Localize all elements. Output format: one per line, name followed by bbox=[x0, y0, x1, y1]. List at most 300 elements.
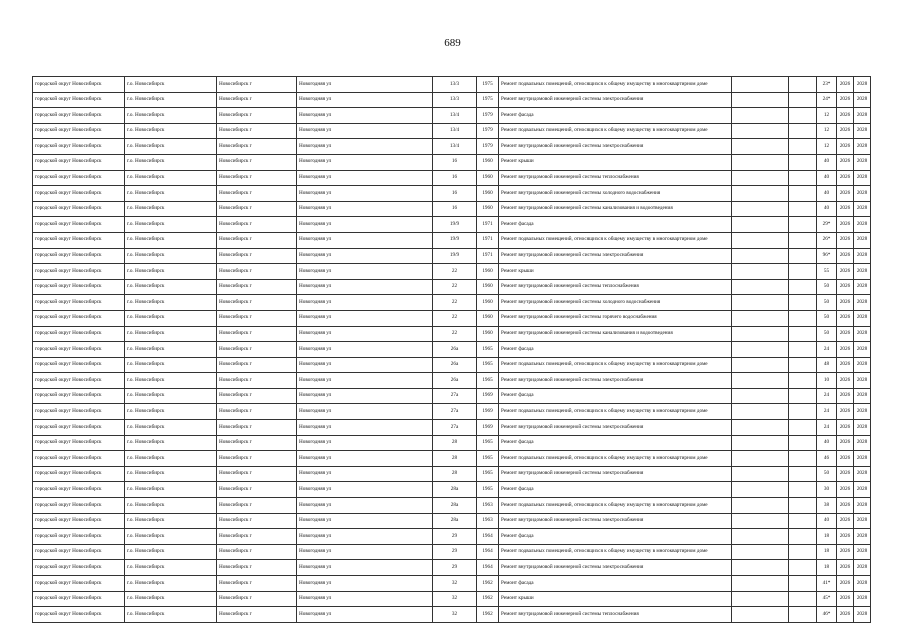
cell-municipality: городской округ Новосибирск bbox=[33, 295, 125, 311]
cell-build-year: 1971 bbox=[477, 232, 499, 248]
cell-blank-col bbox=[732, 560, 789, 576]
cell-street: Новогодняя ул bbox=[297, 482, 433, 498]
cell-house-number: 32 bbox=[433, 607, 477, 623]
table-row bbox=[33, 342, 871, 358]
cell-blank-col bbox=[732, 607, 789, 623]
cell-city: Новосибирск г bbox=[217, 326, 297, 342]
cell-blank-col-2 bbox=[789, 217, 817, 233]
table-row bbox=[33, 326, 871, 342]
cell-blank-col-2 bbox=[789, 92, 817, 108]
cell-municipality: городской округ Новосибирск bbox=[33, 279, 125, 295]
cell-work-volume: 40 bbox=[817, 513, 837, 529]
cell-work-type: Ремонт внутридомовой инженерной системы теплоснабжения bbox=[499, 607, 732, 623]
cell-end-year: 2028 bbox=[854, 342, 871, 358]
cell-end-year: 2028 bbox=[854, 123, 871, 139]
cell-start-year: 2026 bbox=[837, 201, 854, 217]
cell-city: Новосибирск г bbox=[217, 201, 297, 217]
cell-work-type: Ремонт подвальных помещений, относящихся к общему имуществу в многоквартирном доме bbox=[499, 451, 732, 467]
table-row bbox=[33, 357, 871, 373]
cell-work-volume: 40 bbox=[817, 186, 837, 202]
cell-blank-col bbox=[732, 232, 789, 248]
table-row bbox=[33, 139, 871, 155]
cell-city: Новосибирск г bbox=[217, 170, 297, 186]
cell-work-type: Ремонт крыши bbox=[499, 591, 732, 607]
cell-blank-col bbox=[732, 435, 789, 451]
cell-street: Новогодняя ул bbox=[297, 77, 433, 93]
cell-house-number: 26а bbox=[433, 373, 477, 389]
cell-end-year: 2028 bbox=[854, 139, 871, 155]
cell-blank-col-2 bbox=[789, 607, 817, 623]
cell-street: Новогодняя ул bbox=[297, 154, 433, 170]
cell-work-type: Ремонт фасада bbox=[499, 576, 732, 592]
cell-start-year: 2026 bbox=[837, 170, 854, 186]
cell-municipality: городской округ Новосибирск bbox=[33, 123, 125, 139]
cell-municipality: городской округ Новосибирск bbox=[33, 451, 125, 467]
cell-city: Новосибирск г bbox=[217, 357, 297, 373]
cell-house-number: 22 bbox=[433, 326, 477, 342]
cell-blank-col bbox=[732, 388, 789, 404]
cell-street: Новогодняя ул bbox=[297, 232, 433, 248]
cell-work-volume: 45* bbox=[817, 591, 837, 607]
cell-municipal-district: г.о. Новосибирск bbox=[125, 279, 217, 295]
cell-street: Новогодняя ул bbox=[297, 342, 433, 358]
cell-work-type: Ремонт внутридомовой инженерной системы канализования и водоотведения bbox=[499, 201, 732, 217]
cell-blank-col bbox=[732, 498, 789, 514]
cell-blank-col-2 bbox=[789, 186, 817, 202]
cell-municipality: городской округ Новосибирск bbox=[33, 607, 125, 623]
table-row bbox=[33, 217, 871, 233]
cell-blank-col-2 bbox=[789, 466, 817, 482]
cell-blank-col bbox=[732, 357, 789, 373]
cell-work-volume: 46* bbox=[817, 607, 837, 623]
cell-municipality: городской округ Новосибирск bbox=[33, 217, 125, 233]
cell-build-year: 1962 bbox=[477, 607, 499, 623]
cell-municipal-district: г.о. Новосибирск bbox=[125, 607, 217, 623]
cell-work-volume: 24* bbox=[817, 92, 837, 108]
cell-city: Новосибирск г bbox=[217, 154, 297, 170]
cell-build-year: 1963 bbox=[477, 513, 499, 529]
cell-municipal-district: г.о. Новосибирск bbox=[125, 310, 217, 326]
cell-municipal-district: г.о. Новосибирск bbox=[125, 123, 217, 139]
cell-work-volume: 26* bbox=[817, 232, 837, 248]
cell-build-year: 1971 bbox=[477, 217, 499, 233]
cell-municipal-district: г.о. Новосибирск bbox=[125, 560, 217, 576]
cell-work-volume: 50 bbox=[817, 326, 837, 342]
cell-municipality: городской округ Новосибирск bbox=[33, 373, 125, 389]
cell-work-type: Ремонт внутридомовой инженерной системы электроснабжения bbox=[499, 513, 732, 529]
cell-start-year: 2026 bbox=[837, 108, 854, 124]
cell-municipality: городской округ Новосибирск bbox=[33, 435, 125, 451]
cell-municipality: городской округ Новосибирск bbox=[33, 77, 125, 93]
cell-end-year: 2028 bbox=[854, 451, 871, 467]
cell-end-year: 2028 bbox=[854, 498, 871, 514]
cell-blank-col-2 bbox=[789, 388, 817, 404]
cell-build-year: 1979 bbox=[477, 108, 499, 124]
cell-blank-col bbox=[732, 326, 789, 342]
cell-municipal-district: г.о. Новосибирск bbox=[125, 420, 217, 436]
cell-house-number: 19/9 bbox=[433, 248, 477, 264]
cell-work-volume: 50 bbox=[817, 279, 837, 295]
cell-house-number: 16 bbox=[433, 186, 477, 202]
cell-blank-col bbox=[732, 279, 789, 295]
cell-build-year: 1965 bbox=[477, 435, 499, 451]
cell-work-volume: 12 bbox=[817, 123, 837, 139]
cell-end-year: 2028 bbox=[854, 217, 871, 233]
cell-street: Новогодняя ул bbox=[297, 264, 433, 280]
cell-work-type: Ремонт фасада bbox=[499, 342, 732, 358]
cell-house-number: 28 bbox=[433, 435, 477, 451]
cell-street: Новогодняя ул bbox=[297, 170, 433, 186]
cell-house-number: 28а bbox=[433, 513, 477, 529]
cell-city: Новосибирск г bbox=[217, 232, 297, 248]
cell-end-year: 2028 bbox=[854, 482, 871, 498]
cell-blank-col bbox=[732, 576, 789, 592]
cell-end-year: 2028 bbox=[854, 591, 871, 607]
cell-build-year: 1963 bbox=[477, 498, 499, 514]
cell-blank-col-2 bbox=[789, 170, 817, 186]
cell-work-volume: 41* bbox=[817, 576, 837, 592]
cell-blank-col bbox=[732, 513, 789, 529]
cell-work-volume: 50 bbox=[817, 466, 837, 482]
cell-municipal-district: г.о. Новосибирск bbox=[125, 513, 217, 529]
cell-municipal-district: г.о. Новосибирск bbox=[125, 170, 217, 186]
cell-street: Новогодняя ул bbox=[297, 92, 433, 108]
cell-blank-col-2 bbox=[789, 420, 817, 436]
cell-build-year: 1975 bbox=[477, 92, 499, 108]
cell-start-year: 2026 bbox=[837, 482, 854, 498]
cell-city: Новосибирск г bbox=[217, 279, 297, 295]
cell-work-type: Ремонт внутридомовой инженерной системы горячего водоснабжения bbox=[499, 310, 732, 326]
cell-build-year: 1962 bbox=[477, 576, 499, 592]
cell-blank-col bbox=[732, 591, 789, 607]
cell-work-type: Ремонт фасада bbox=[499, 217, 732, 233]
cell-city: Новосибирск г bbox=[217, 560, 297, 576]
cell-city: Новосибирск г bbox=[217, 607, 297, 623]
cell-build-year: 1960 bbox=[477, 170, 499, 186]
cell-house-number: 19/9 bbox=[433, 232, 477, 248]
cell-work-volume: 24 bbox=[817, 420, 837, 436]
cell-build-year: 1969 bbox=[477, 420, 499, 436]
cell-work-type: Ремонт внутридомовой инженерной системы холодного водоснабжения bbox=[499, 295, 732, 311]
cell-start-year: 2026 bbox=[837, 607, 854, 623]
table-row bbox=[33, 77, 871, 93]
cell-city: Новосибирск г bbox=[217, 513, 297, 529]
cell-house-number: 13/3 bbox=[433, 77, 477, 93]
cell-end-year: 2028 bbox=[854, 264, 871, 280]
cell-city: Новосибирск г bbox=[217, 451, 297, 467]
table-row bbox=[33, 576, 871, 592]
cell-municipality: городской округ Новосибирск bbox=[33, 466, 125, 482]
cell-work-type: Ремонт внутридомовой инженерной системы электроснабжения bbox=[499, 92, 732, 108]
cell-end-year: 2028 bbox=[854, 513, 871, 529]
cell-start-year: 2026 bbox=[837, 544, 854, 560]
cell-end-year: 2028 bbox=[854, 466, 871, 482]
cell-end-year: 2028 bbox=[854, 357, 871, 373]
cell-house-number: 26а bbox=[433, 357, 477, 373]
cell-municipality: городской округ Новосибирск bbox=[33, 342, 125, 358]
cell-work-type: Ремонт внутридомовой инженерной системы электроснабжения bbox=[499, 420, 732, 436]
cell-start-year: 2026 bbox=[837, 560, 854, 576]
cell-blank-col bbox=[732, 139, 789, 155]
cell-street: Новогодняя ул bbox=[297, 217, 433, 233]
cell-blank-col-2 bbox=[789, 232, 817, 248]
cell-municipal-district: г.о. Новосибирск bbox=[125, 373, 217, 389]
cell-municipality: городской округ Новосибирск bbox=[33, 357, 125, 373]
cell-build-year: 1964 bbox=[477, 560, 499, 576]
cell-city: Новосибирск г bbox=[217, 576, 297, 592]
table-row bbox=[33, 108, 871, 124]
cell-build-year: 1965 bbox=[477, 482, 499, 498]
table-row bbox=[33, 154, 871, 170]
cell-blank-col-2 bbox=[789, 295, 817, 311]
cell-municipal-district: г.о. Новосибирск bbox=[125, 77, 217, 93]
cell-street: Новогодняя ул bbox=[297, 388, 433, 404]
cell-start-year: 2026 bbox=[837, 92, 854, 108]
repair-schedule-table bbox=[32, 76, 871, 623]
cell-city: Новосибирск г bbox=[217, 139, 297, 155]
cell-start-year: 2026 bbox=[837, 139, 854, 155]
cell-blank-col bbox=[732, 264, 789, 280]
cell-house-number: 16 bbox=[433, 154, 477, 170]
cell-municipal-district: г.о. Новосибирск bbox=[125, 342, 217, 358]
cell-work-volume: 40 bbox=[817, 154, 837, 170]
cell-city: Новосибирск г bbox=[217, 435, 297, 451]
cell-municipal-district: г.о. Новосибирск bbox=[125, 388, 217, 404]
cell-end-year: 2028 bbox=[854, 154, 871, 170]
cell-municipal-district: г.о. Новосибирск bbox=[125, 201, 217, 217]
cell-blank-col-2 bbox=[789, 310, 817, 326]
cell-blank-col bbox=[732, 466, 789, 482]
cell-start-year: 2026 bbox=[837, 498, 854, 514]
cell-street: Новогодняя ул bbox=[297, 560, 433, 576]
cell-municipality: городской округ Новосибирск bbox=[33, 92, 125, 108]
cell-work-type: Ремонт фасада bbox=[499, 529, 732, 545]
cell-house-number: 22 bbox=[433, 264, 477, 280]
cell-city: Новосибирск г bbox=[217, 123, 297, 139]
cell-work-volume: 38 bbox=[817, 498, 837, 514]
cell-start-year: 2026 bbox=[837, 77, 854, 93]
cell-start-year: 2026 bbox=[837, 435, 854, 451]
cell-municipality: городской округ Новосибирск bbox=[33, 388, 125, 404]
cell-build-year: 1960 bbox=[477, 186, 499, 202]
cell-start-year: 2026 bbox=[837, 388, 854, 404]
cell-municipal-district: г.о. Новосибирск bbox=[125, 139, 217, 155]
cell-work-type: Ремонт внутридомовой инженерной системы канализования и водоотведения bbox=[499, 326, 732, 342]
cell-city: Новосибирск г bbox=[217, 420, 297, 436]
cell-municipal-district: г.о. Новосибирск bbox=[125, 529, 217, 545]
table-row bbox=[33, 170, 871, 186]
cell-end-year: 2028 bbox=[854, 388, 871, 404]
cell-end-year: 2028 bbox=[854, 201, 871, 217]
cell-work-volume: 10 bbox=[817, 373, 837, 389]
cell-city: Новосибирск г bbox=[217, 388, 297, 404]
cell-work-volume: 18 bbox=[817, 529, 837, 545]
cell-build-year: 1965 bbox=[477, 373, 499, 389]
cell-blank-col-2 bbox=[789, 451, 817, 467]
cell-blank-col-2 bbox=[789, 279, 817, 295]
cell-build-year: 1960 bbox=[477, 326, 499, 342]
table-row bbox=[33, 404, 871, 420]
cell-street: Новогодняя ул bbox=[297, 466, 433, 482]
cell-work-type: Ремонт фасада bbox=[499, 388, 732, 404]
cell-blank-col bbox=[732, 92, 789, 108]
cell-blank-col-2 bbox=[789, 248, 817, 264]
cell-start-year: 2026 bbox=[837, 576, 854, 592]
cell-street: Новогодняя ул bbox=[297, 404, 433, 420]
cell-municipality: городской округ Новосибирск bbox=[33, 170, 125, 186]
cell-start-year: 2026 bbox=[837, 404, 854, 420]
cell-municipal-district: г.о. Новосибирск bbox=[125, 498, 217, 514]
cell-build-year: 1975 bbox=[477, 77, 499, 93]
cell-work-type: Ремонт подвальных помещений, относящихся к общему имуществу в многоквартирном доме bbox=[499, 357, 732, 373]
cell-blank-col bbox=[732, 310, 789, 326]
cell-blank-col-2 bbox=[789, 513, 817, 529]
cell-work-type: Ремонт внутридомовой инженерной системы электроснабжения bbox=[499, 248, 732, 264]
cell-start-year: 2026 bbox=[837, 232, 854, 248]
cell-street: Новогодняя ул bbox=[297, 373, 433, 389]
cell-street: Новогодняя ул bbox=[297, 357, 433, 373]
cell-house-number: 32 bbox=[433, 576, 477, 592]
cell-work-type: Ремонт внутридомовой инженерной системы теплоснабжения bbox=[499, 170, 732, 186]
cell-municipal-district: г.о. Новосибирск bbox=[125, 295, 217, 311]
cell-end-year: 2028 bbox=[854, 310, 871, 326]
cell-start-year: 2026 bbox=[837, 451, 854, 467]
cell-street: Новогодняя ул bbox=[297, 310, 433, 326]
cell-build-year: 1964 bbox=[477, 544, 499, 560]
cell-street: Новогодняя ул bbox=[297, 576, 433, 592]
cell-work-volume: 12 bbox=[817, 108, 837, 124]
cell-build-year: 1979 bbox=[477, 139, 499, 155]
cell-municipal-district: г.о. Новосибирск bbox=[125, 326, 217, 342]
cell-end-year: 2028 bbox=[854, 186, 871, 202]
cell-work-type: Ремонт подвальных помещений, относящихся к общему имуществу в многоквартирном доме bbox=[499, 544, 732, 560]
cell-municipal-district: г.о. Новосибирск bbox=[125, 404, 217, 420]
cell-work-volume: 29* bbox=[817, 217, 837, 233]
cell-work-type: Ремонт фасада bbox=[499, 435, 732, 451]
cell-municipality: городской округ Новосибирск bbox=[33, 513, 125, 529]
cell-blank-col bbox=[732, 342, 789, 358]
table-row bbox=[33, 498, 871, 514]
cell-build-year: 1979 bbox=[477, 123, 499, 139]
cell-city: Новосибирск г bbox=[217, 248, 297, 264]
cell-blank-col-2 bbox=[789, 154, 817, 170]
cell-work-volume: 48 bbox=[817, 357, 837, 373]
cell-end-year: 2028 bbox=[854, 529, 871, 545]
cell-start-year: 2026 bbox=[837, 591, 854, 607]
cell-house-number: 13/4 bbox=[433, 123, 477, 139]
cell-blank-col-2 bbox=[789, 591, 817, 607]
table-row bbox=[33, 591, 871, 607]
cell-municipal-district: г.о. Новосибирск bbox=[125, 264, 217, 280]
cell-blank-col bbox=[732, 108, 789, 124]
table-row bbox=[33, 123, 871, 139]
cell-end-year: 2028 bbox=[854, 560, 871, 576]
cell-house-number: 13/4 bbox=[433, 139, 477, 155]
cell-municipal-district: г.о. Новосибирск bbox=[125, 544, 217, 560]
cell-start-year: 2026 bbox=[837, 342, 854, 358]
table-row bbox=[33, 388, 871, 404]
cell-house-number: 22 bbox=[433, 310, 477, 326]
cell-blank-col-2 bbox=[789, 201, 817, 217]
cell-blank-col bbox=[732, 201, 789, 217]
cell-house-number: 22 bbox=[433, 279, 477, 295]
table-row bbox=[33, 264, 871, 280]
cell-street: Новогодняя ул bbox=[297, 326, 433, 342]
cell-street: Новогодняя ул bbox=[297, 513, 433, 529]
cell-blank-col bbox=[732, 77, 789, 93]
cell-blank-col-2 bbox=[789, 576, 817, 592]
cell-street: Новогодняя ул bbox=[297, 591, 433, 607]
cell-municipal-district: г.о. Новосибирск bbox=[125, 232, 217, 248]
cell-street: Новогодняя ул bbox=[297, 139, 433, 155]
cell-house-number: 28 bbox=[433, 451, 477, 467]
cell-end-year: 2028 bbox=[854, 607, 871, 623]
cell-work-type: Ремонт фасада bbox=[499, 482, 732, 498]
cell-start-year: 2026 bbox=[837, 295, 854, 311]
cell-municipal-district: г.о. Новосибирск bbox=[125, 217, 217, 233]
cell-municipality: городской округ Новосибирск bbox=[33, 248, 125, 264]
cell-street: Новогодняя ул bbox=[297, 201, 433, 217]
cell-work-type: Ремонт подвальных помещений, относящихся к общему имуществу в многоквартирном доме bbox=[499, 232, 732, 248]
cell-municipality: городской округ Новосибирск bbox=[33, 186, 125, 202]
cell-blank-col-2 bbox=[789, 560, 817, 576]
cell-blank-col-2 bbox=[789, 498, 817, 514]
cell-work-type: Ремонт фасада bbox=[499, 108, 732, 124]
cell-municipal-district: г.о. Новосибирск bbox=[125, 591, 217, 607]
cell-work-type: Ремонт внутридомовой инженерной системы электроснабжения bbox=[499, 373, 732, 389]
table-row bbox=[33, 232, 871, 248]
cell-city: Новосибирск г bbox=[217, 264, 297, 280]
cell-municipal-district: г.о. Новосибирск bbox=[125, 248, 217, 264]
cell-build-year: 1965 bbox=[477, 357, 499, 373]
cell-house-number: 16 bbox=[433, 170, 477, 186]
cell-blank-col-2 bbox=[789, 435, 817, 451]
cell-street: Новогодняя ул bbox=[297, 420, 433, 436]
cell-street: Новогодняя ул bbox=[297, 108, 433, 124]
cell-end-year: 2028 bbox=[854, 326, 871, 342]
cell-municipal-district: г.о. Новосибирск bbox=[125, 108, 217, 124]
cell-municipal-district: г.о. Новосибирск bbox=[125, 435, 217, 451]
cell-city: Новосибирск г bbox=[217, 77, 297, 93]
cell-house-number: 27а bbox=[433, 388, 477, 404]
cell-house-number: 26а bbox=[433, 342, 477, 358]
cell-municipal-district: г.о. Новосибирск bbox=[125, 186, 217, 202]
cell-blank-col-2 bbox=[789, 529, 817, 545]
cell-blank-col-2 bbox=[789, 404, 817, 420]
cell-work-type: Ремонт внутридомовой инженерной системы электроснабжения bbox=[499, 560, 732, 576]
table-row bbox=[33, 201, 871, 217]
cell-start-year: 2026 bbox=[837, 529, 854, 545]
cell-work-volume: 18 bbox=[817, 544, 837, 560]
cell-blank-col bbox=[732, 373, 789, 389]
cell-house-number: 29 bbox=[433, 544, 477, 560]
table-row bbox=[33, 544, 871, 560]
cell-municipality: городской округ Новосибирск bbox=[33, 139, 125, 155]
cell-work-type: Ремонт внутридомовой инженерной системы электроснабжения bbox=[499, 139, 732, 155]
cell-blank-col bbox=[732, 295, 789, 311]
cell-house-number: 29 bbox=[433, 560, 477, 576]
cell-build-year: 1960 bbox=[477, 295, 499, 311]
cell-street: Новогодняя ул bbox=[297, 544, 433, 560]
table-row bbox=[33, 466, 871, 482]
cell-municipality: городской округ Новосибирск bbox=[33, 591, 125, 607]
cell-blank-col-2 bbox=[789, 357, 817, 373]
cell-municipality: городской округ Новосибирск bbox=[33, 264, 125, 280]
cell-work-volume: 50 bbox=[817, 310, 837, 326]
cell-work-type: Ремонт подвальных помещений, относящихся к общему имуществу в многоквартирном доме bbox=[499, 498, 732, 514]
cell-build-year: 1965 bbox=[477, 342, 499, 358]
cell-municipal-district: г.о. Новосибирск bbox=[125, 466, 217, 482]
